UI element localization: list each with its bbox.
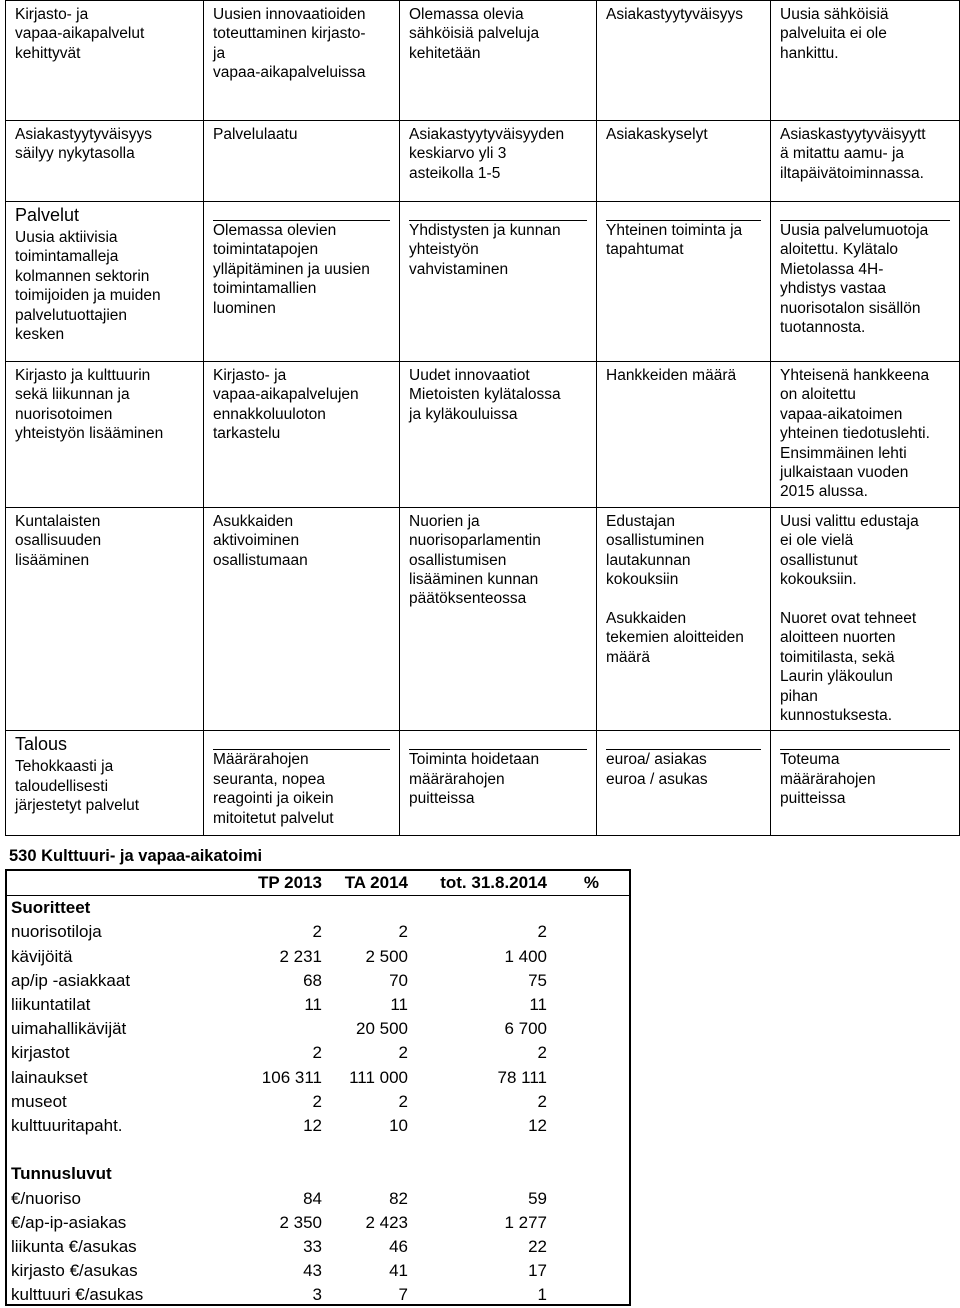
group-row <box>7 1162 629 1186</box>
value-ta2014: 7 <box>398 1285 408 1305</box>
plan-row <box>6 507 960 730</box>
row-label: kävijöitä <box>11 946 73 966</box>
plan-cell-text: Yhdistysten ja kunnan yhteistyön vahvistaminen <box>409 222 561 278</box>
plan-cell-text: euroa/ asiakas euroa / asukas <box>606 751 708 788</box>
plan-cell: Kirjasto- ja vapaa-aikapalvelut kehittyvät <box>6 1 204 121</box>
value-tot: 59 <box>528 1188 547 1208</box>
value-tot: 11 <box>529 995 547 1015</box>
plan-row <box>6 121 960 202</box>
stats-row <box>7 1283 629 1307</box>
row-label: liikunta €/asukas <box>11 1237 137 1257</box>
section-heading-talous: Talous <box>15 734 68 755</box>
plan-cell <box>400 202 597 362</box>
row-label: €/nuoriso <box>11 1188 81 1208</box>
value-tot: 1 <box>537 1285 547 1305</box>
stats-row <box>7 1259 629 1283</box>
plan-cell: Asiakastyytyväisyys <box>597 1 771 121</box>
value-percent <box>583 1090 629 1114</box>
stats-row <box>7 1114 629 1138</box>
value-ta2014: 41 <box>389 1261 408 1281</box>
value-tot: 12 <box>528 1116 547 1136</box>
plan-cell <box>204 202 400 362</box>
plan-cell: Kirjasto- ja vapaa-aikapalvelujen ennakkoluuloton tarkastelu <box>204 362 400 508</box>
plan-cell: Nuorien ja nuorisoparlamentin osallistumisen lisääminen kunnan päätöksenteossa <box>400 507 597 730</box>
stats-row <box>7 1235 629 1259</box>
stats-row <box>7 1211 629 1235</box>
value-percent <box>583 1066 629 1090</box>
value-percent <box>583 945 629 969</box>
plan-cell <box>771 731 960 836</box>
stats-header-row <box>7 871 629 896</box>
value-percent <box>583 1259 629 1283</box>
value-tp2013: 68 <box>303 970 322 990</box>
plan-table <box>5 0 960 836</box>
plan-cell: Kirjasto ja kulttuurin sekä liikunnan ja nuorisotoimen yhteistyön lisääminen <box>6 362 204 508</box>
plan-cell: Asukkaiden aktivoiminen osallistumaan <box>204 507 400 730</box>
stats-table <box>5 869 631 1306</box>
plan-cell-text: Uusia aktiivisia toimintamalleja kolmannen sektorin toimijoiden ja muiden palvelutuottajien kesken <box>15 229 161 344</box>
plan-row <box>6 1 960 121</box>
value-tot: 1 277 <box>504 1212 547 1232</box>
value-percent <box>583 1041 629 1065</box>
header-percent: % <box>583 871 629 896</box>
plan-cell-text: Olemassa olevien toimintatapojen ylläpitäminen ja uusien toimintamallien luominen <box>213 222 370 317</box>
value-percent <box>583 1235 629 1259</box>
plan-cell-text: Määrärahojen seuranta, nopea reagointi ja oikein mitoitetut palvelut <box>213 751 334 827</box>
plan-cell: Asiakastyytyväisyyden keskiarvo yli 3 asteikolla 1-5 <box>400 121 597 202</box>
plan-cell <box>597 731 771 836</box>
plan-cell: Uusi valittu edustaja ei ole vielä osallistunut kokouksiin. Nuoret ovat tehneet aloitteen nuorten toimitilasta, sekä Laurin yläkoulun pihan kunnostuksesta. <box>771 507 960 730</box>
header-tp2013: TP 2013 <box>219 871 325 896</box>
plan-cell: Kuntalaisten osallisuuden lisääminen <box>6 507 204 730</box>
value-percent <box>583 969 629 993</box>
group-row <box>7 896 629 921</box>
plan-cell <box>6 731 204 836</box>
value-tot: 6 700 <box>504 1019 547 1039</box>
value-percent <box>583 1017 629 1041</box>
value-tot: 2 <box>537 1043 547 1063</box>
row-label: kirjastot <box>11 1043 70 1063</box>
plan-cell <box>400 731 597 836</box>
plan-cell <box>771 202 960 362</box>
value-tp2013: 84 <box>303 1188 322 1208</box>
value-tot: 2 <box>537 922 547 942</box>
plan-cell-text: Toiminta hoidetaan määrärahojen puitteissa <box>409 751 540 808</box>
value-ta2014: 46 <box>389 1237 408 1257</box>
value-tp2013: 106 311 <box>261 1067 322 1087</box>
value-tot: 75 <box>528 970 547 990</box>
value-tp2013: 2 <box>312 1043 322 1063</box>
header-tot: tot. 31.8.2014 <box>409 871 583 896</box>
stats-row <box>7 969 629 993</box>
row-label: uimahallikävijät <box>11 1019 127 1039</box>
value-ta2014: 111 000 <box>349 1067 408 1087</box>
plan-cell <box>6 202 204 362</box>
value-tp2013: 33 <box>303 1237 322 1257</box>
stats-row <box>7 1066 629 1090</box>
value-tp2013: 2 <box>312 922 322 942</box>
value-ta2014: 10 <box>389 1116 408 1136</box>
value-ta2014: 2 <box>398 1091 408 1111</box>
value-percent <box>583 993 629 1017</box>
group-heading: Suoritteet <box>11 898 91 918</box>
row-label: lainaukset <box>11 1067 88 1087</box>
plan-cell <box>204 731 400 836</box>
value-ta2014: 20 500 <box>356 1019 408 1039</box>
stats-row <box>7 1090 629 1114</box>
plan-row <box>6 362 960 508</box>
plan-cell-text: Tehokkaasti ja taloudellisesti järjestetyt palvelut <box>15 758 140 815</box>
plan-cell: Asiakaskyselyt <box>597 121 771 202</box>
stats-row <box>7 993 629 1017</box>
plan-cell <box>597 202 771 362</box>
value-ta2014: 2 500 <box>365 946 408 966</box>
row-label: museot <box>11 1091 67 1111</box>
spacer-cell <box>7 1138 629 1162</box>
value-tp2013: 2 350 <box>279 1212 322 1232</box>
section-heading-palvelut: Palvelut <box>15 205 80 225</box>
stats-title: 530 Kulttuuri- ja vapaa-aikatoimi <box>9 847 263 865</box>
plan-cell: Olemassa olevia sähköisiä palveluja kehitetään <box>400 1 597 121</box>
value-percent <box>583 920 629 944</box>
plan-cell-text: Yhteinen toiminta ja tapahtumat <box>606 222 743 259</box>
value-percent <box>583 1211 629 1235</box>
plan-cell: Uudet innovaatiot Mietoisten kylätalossa ja kyläkouluissa <box>400 362 597 508</box>
value-tot: 22 <box>528 1237 547 1257</box>
header-ta2014: TA 2014 <box>325 871 409 896</box>
row-label: kulttuuri €/asukas <box>11 1285 144 1305</box>
value-tp2013: 43 <box>303 1261 322 1281</box>
stats-row <box>7 1041 629 1065</box>
plan-cell: Uusia sähköisiä palveluita ei ole hankittu. <box>771 1 960 121</box>
value-tp2013: 2 <box>312 1091 322 1111</box>
stats-row <box>7 920 629 944</box>
value-tot: 78 111 <box>497 1067 547 1087</box>
value-ta2014: 11 <box>390 995 408 1015</box>
plan-cell: Hankkeiden määrä <box>597 362 771 508</box>
plan-cell-text: Uusia palvelumuotoja aloitettu. Kylätalo Mietolassa 4H- yhdistys vastaa nuorisotalon sisällön tuotannosta. <box>780 222 929 337</box>
value-ta2014: 2 <box>398 1043 408 1063</box>
value-tot: 17 <box>528 1261 547 1281</box>
stats-row <box>7 1187 629 1211</box>
value-tot: 2 <box>537 1091 547 1111</box>
value-tp2013: 11 <box>304 995 322 1015</box>
value-ta2014: 82 <box>389 1188 408 1208</box>
row-label: kirjasto €/asukas <box>11 1261 138 1281</box>
row-label: liikuntatilat <box>11 995 91 1015</box>
plan-cell: Yhteisenä hankkeena on aloitettu vapaa-aikatoimen yhteinen tiedotuslehti. Ensimmäinen lehti julkaistaan vuoden 2015 alussa. <box>771 362 960 508</box>
stats-row <box>7 1017 629 1041</box>
stats-row <box>7 945 629 969</box>
plan-row <box>6 202 960 362</box>
value-percent <box>583 1283 629 1307</box>
row-label: €/ap-ip-asiakas <box>11 1212 127 1232</box>
row-label: nuorisotiloja <box>11 922 102 942</box>
plan-cell-text: Toteuma määrärahojen puitteissa <box>780 751 876 808</box>
row-label: ap/ip -asiakkaat <box>11 970 131 990</box>
value-tp2013 <box>219 1017 325 1041</box>
plan-cell: Uusien innovaatioiden toteuttaminen kirjasto- ja vapaa-aikapalveluissa <box>204 1 400 121</box>
value-tp2013: 12 <box>303 1116 322 1136</box>
value-percent <box>583 1114 629 1138</box>
plan-cell: Asiakastyytyväisyys säilyy nykytasolla <box>6 121 204 202</box>
plan-cell: Edustajan osallistuminen lautakunnan kokouksiin Asukkaiden tekemien aloitteiden määrä <box>597 507 771 730</box>
header-blank <box>7 871 219 896</box>
spacer-row <box>7 1138 629 1162</box>
plan-row <box>6 731 960 836</box>
value-ta2014: 2 <box>398 922 408 942</box>
plan-cell: Asiaskastyytyväisyytt ä mitattu aamu- ja iltapäivätoiminnassa. <box>771 121 960 202</box>
value-percent <box>583 1187 629 1211</box>
plan-cell: Palvelulaatu <box>204 121 400 202</box>
value-ta2014: 2 423 <box>365 1212 408 1232</box>
group-heading: Tunnusluvut <box>11 1164 112 1184</box>
row-label: kulttuuritapaht. <box>11 1116 123 1136</box>
value-ta2014: 70 <box>389 970 408 990</box>
value-tp2013: 2 231 <box>279 946 322 966</box>
value-tp2013: 3 <box>312 1285 322 1305</box>
value-tot: 1 400 <box>504 946 547 966</box>
